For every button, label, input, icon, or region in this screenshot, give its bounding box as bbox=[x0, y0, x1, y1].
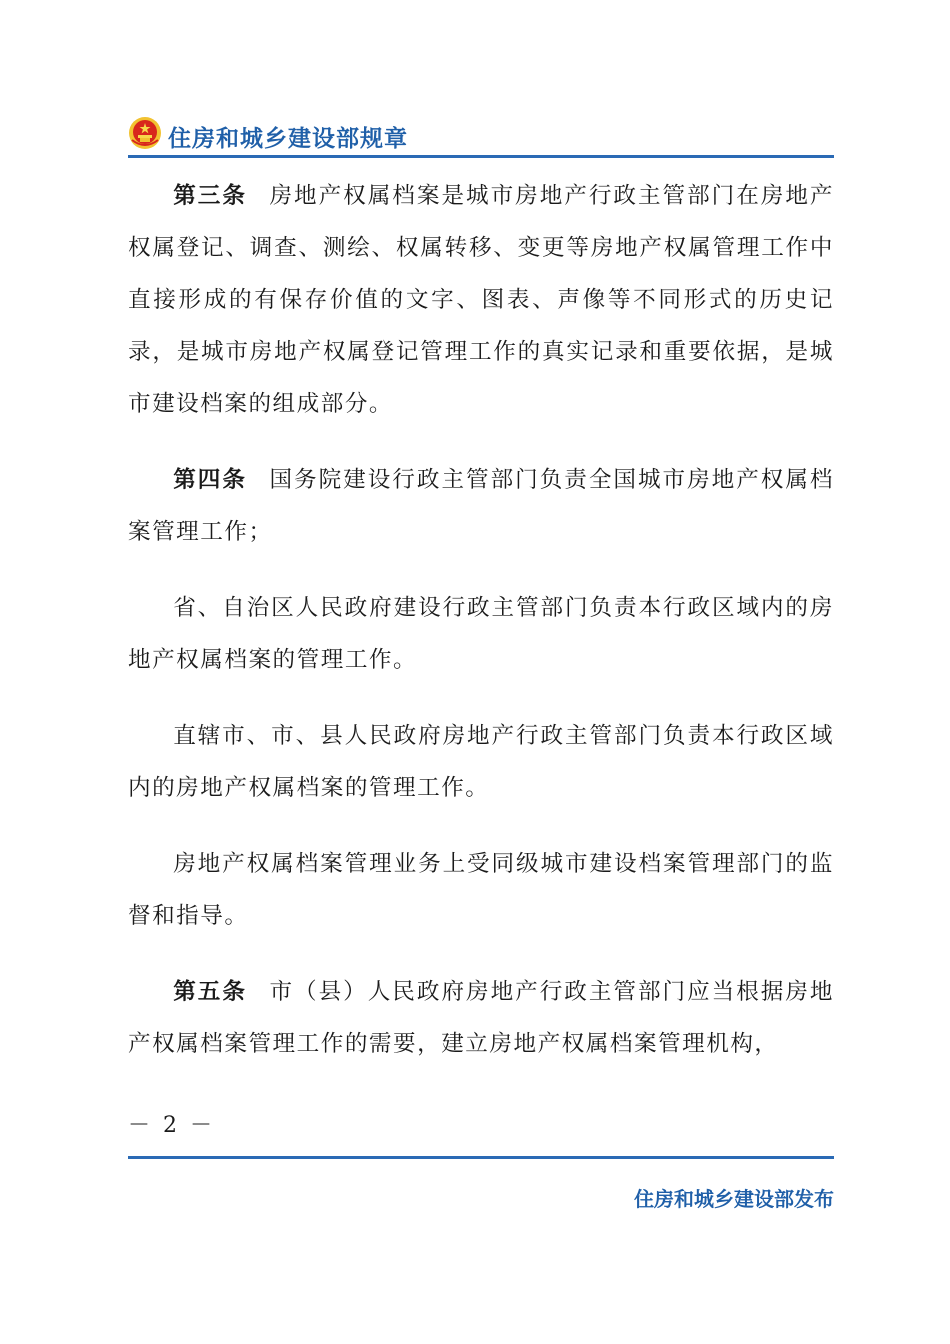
paragraph-text: 直辖市、市、县人民政府房地产行政主管部门负责本行政区域内的房地产权属档案的管理工作。 bbox=[128, 723, 834, 801]
article-label: 第五条 bbox=[173, 979, 247, 1005]
page-header bbox=[128, 114, 834, 154]
paragraph-text: 房地产权属档案是城市房地产行政主管部门在房地产权属登记、调查、测绘、权属转移、变更等房地产权属管理工作中直接形成的有保存价值的文字、图表、声像等不同形式的历史记录，是城市房地产权属登记管理工作的真实记录和重要依据，是城市建设档案的组成部分。 bbox=[128, 183, 835, 417]
paragraph-text: 市（县）人民政府房地产行政主管部门应当根据房地产权属档案管理工作的需要，建立房地产权属档案管理机构， bbox=[128, 979, 835, 1057]
paragraph-text: 省、自治区人民政府建设行政主管部门负责本行政区域内的房地产权属档案的管理工作。 bbox=[128, 595, 834, 673]
paragraph-article-5 bbox=[128, 966, 834, 1070]
paragraph bbox=[128, 582, 834, 686]
footer-divider bbox=[128, 1156, 834, 1159]
footer-publisher: 住房和城乡建设部发布 bbox=[634, 1187, 834, 1211]
article-label: 第四条 bbox=[173, 467, 247, 493]
national-emblem-icon bbox=[128, 116, 162, 150]
paragraph-article-4 bbox=[128, 454, 834, 558]
paragraph-article-3 bbox=[128, 170, 834, 430]
header-title: 住房和城乡建设部规章 bbox=[168, 126, 408, 152]
paragraph-text: 房地产权属档案管理业务上受同级城市建设档案管理部门的监督和指导。 bbox=[128, 851, 834, 929]
paragraph bbox=[128, 710, 834, 814]
page-number: － 2 － bbox=[128, 1113, 215, 1138]
article-label: 第三条 bbox=[173, 183, 247, 209]
document-body bbox=[128, 170, 834, 1094]
header-divider bbox=[128, 155, 834, 158]
paragraph-text: 国务院建设行政主管部门负责全国城市房地产权属档案管理工作； bbox=[128, 467, 835, 545]
paragraph bbox=[128, 838, 834, 942]
